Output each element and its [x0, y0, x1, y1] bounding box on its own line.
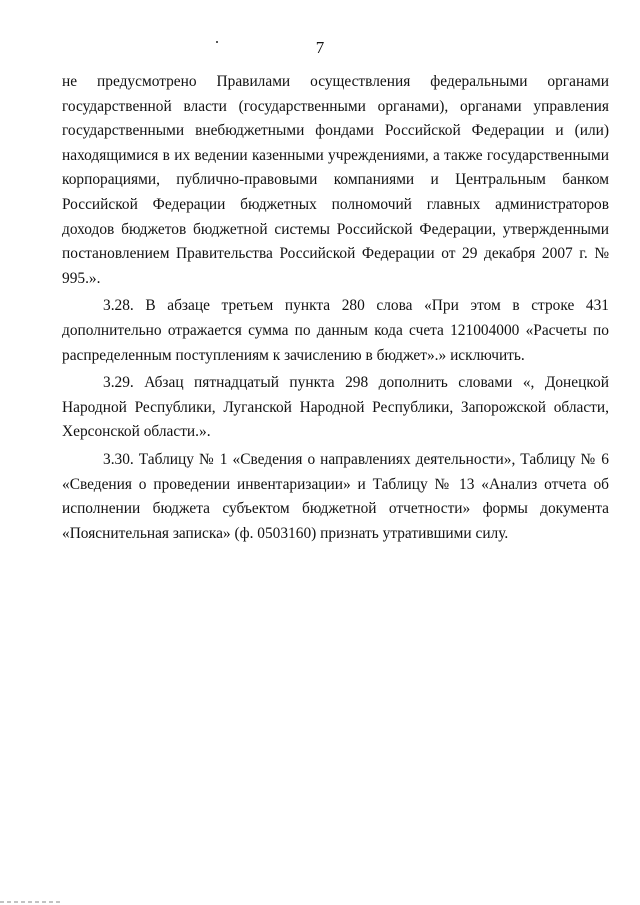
paragraph-3-30: 3.30. Таблицу № 1 «Сведения о направлениях деятельности», Таблицу № 6 «Сведения о проведении инвентаризации» и Таблицу № 13 «Анализ отчета об исполнении бюджета субъектом бюджетной отчетности» формы документа «Пояснительная записка» (ф. 0503160) признать утратившими силу. [62, 450, 609, 542]
paragraph-3-28: 3.28. В абзаце третьем пункта 280 слова «При этом в строке 431 дополнительно отражается сумма по данным кода счета 121004000 «Расчеты по распределенным поступлениям к зачислению в бюджет».» исключить. [62, 297, 609, 364]
page-number: 7 [315, 38, 325, 57]
document-body [62, 70, 609, 546]
paragraph-continuation: не предусмотрено Правилами осуществления федеральными органами государственной власти (государственными органами), органами управления государственными внебюджетными фондами Российской Федерации и (или) находящимися в их ведении казенными учреждениями, а также государственными корпорациями, публично-правовыми компаниями и Центральным банком Российской Федерации бюджетных полномочий главных администраторов доходов бюджетов бюджетной системы Российской Федерации, утвержденными постановлением Правительства Российской Федерации от 29 декабря 2007 г. № 995.». [62, 73, 609, 287]
paragraph-3-29: 3.29. Абзац пятнадцатый пункта 298 дополнить словами «, Донецкой Народной Республики, Луганской Народной Республики, Запорожской области, Херсонской области.». [62, 374, 609, 441]
scan-edge-noise [0, 901, 60, 903]
